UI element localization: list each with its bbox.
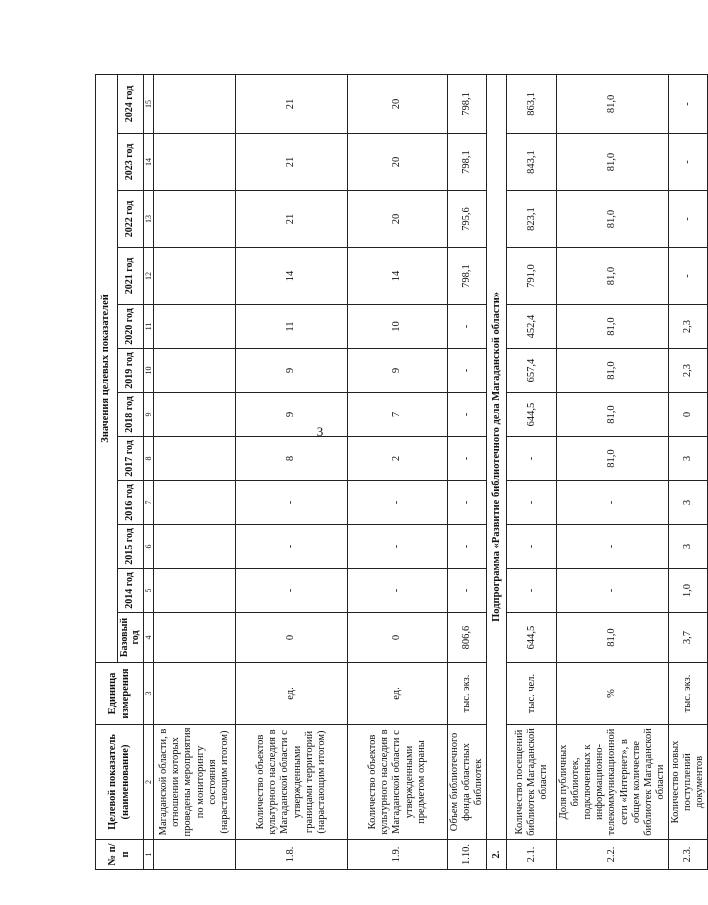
value-cell: 843,1 bbox=[507, 134, 557, 191]
unit-cell: тыс. чел. bbox=[507, 663, 557, 725]
indicator-name: Количество объектов культурного наследия в Магаданской области с утвержденными предметом охраны bbox=[348, 725, 448, 840]
unit-cell: тыс. экз. bbox=[668, 663, 707, 725]
value-cell: 3 bbox=[668, 481, 707, 525]
indicator-name: Доля публичных библиотек, подключенных к информационно-телекоммуникационной сети «Интернет», в общем количестве библиотек Магаданской области bbox=[557, 725, 669, 840]
value-cell: - bbox=[668, 248, 707, 305]
value-cell: 0 bbox=[236, 613, 348, 663]
value-cell: 798,1 bbox=[448, 74, 487, 133]
table-row bbox=[236, 74, 348, 869]
col-number: 15 bbox=[144, 74, 154, 133]
table-row bbox=[668, 74, 707, 869]
values-header: Значения целевых показателей bbox=[96, 74, 118, 662]
table-row bbox=[348, 74, 448, 869]
page-number: 3 bbox=[316, 424, 324, 439]
value-cell: - bbox=[507, 569, 557, 613]
unit-cell: % bbox=[557, 663, 669, 725]
table-row bbox=[154, 74, 236, 869]
col-number: 7 bbox=[144, 481, 154, 525]
row-number bbox=[154, 840, 236, 870]
value-cell: - bbox=[448, 393, 487, 437]
value-cell: 20 bbox=[348, 74, 448, 133]
col-number: 13 bbox=[144, 191, 154, 248]
year-header: 2021 год bbox=[118, 248, 144, 305]
col-unit-header: Единица измерения bbox=[96, 663, 144, 725]
value-cell: - bbox=[557, 525, 669, 569]
value-cell: 9 bbox=[236, 393, 348, 437]
year-header: 2022 год bbox=[118, 191, 144, 248]
value-cell: 806,6 bbox=[448, 613, 487, 663]
row-number: 1.8. bbox=[236, 840, 348, 870]
value-cell: 863,1 bbox=[507, 74, 557, 133]
row-number: 2.2. bbox=[557, 840, 669, 870]
indicator-name: Количество объектов культурного наследия в Магаданской области с утвержденными границами территорий (нарастающим итогом) bbox=[236, 725, 348, 840]
col-number: 3 bbox=[144, 663, 154, 725]
value-cell: - bbox=[448, 305, 487, 349]
value-cell: - bbox=[236, 481, 348, 525]
value-cell: 20 bbox=[348, 191, 448, 248]
value-cell: 0 bbox=[668, 393, 707, 437]
subprogram-title: Подпрограмма «Развитие библиотечного дела Магаданской области» bbox=[487, 74, 507, 839]
indicator-name: Количество новых поступлений документов bbox=[668, 725, 707, 840]
value-cell: - bbox=[448, 481, 487, 525]
value-cell: 81,0 bbox=[557, 393, 669, 437]
value-cell: - bbox=[348, 525, 448, 569]
value-cell: 823,1 bbox=[507, 191, 557, 248]
value-cell: 795,6 bbox=[448, 191, 487, 248]
value-cell: - bbox=[236, 569, 348, 613]
value-cell: 7 bbox=[348, 393, 448, 437]
value-cell: 1,0 bbox=[668, 569, 707, 613]
row-number: 2.3. bbox=[668, 840, 707, 870]
col-number: 6 bbox=[144, 525, 154, 569]
value-cell bbox=[154, 393, 236, 437]
value-cell: - bbox=[448, 437, 487, 481]
col-number: 12 bbox=[144, 248, 154, 305]
value-cell bbox=[154, 74, 236, 133]
year-header: 2015 год bbox=[118, 525, 144, 569]
value-cell: 798,1 bbox=[448, 134, 487, 191]
value-cell: - bbox=[507, 481, 557, 525]
value-cell: - bbox=[448, 569, 487, 613]
col-number: 11 bbox=[144, 305, 154, 349]
value-cell: - bbox=[507, 437, 557, 481]
value-cell: 657,4 bbox=[507, 349, 557, 393]
value-cell: 81,0 bbox=[557, 305, 669, 349]
value-cell: 2 bbox=[348, 437, 448, 481]
rotated-table-container bbox=[95, 75, 705, 870]
value-cell: 81,0 bbox=[557, 349, 669, 393]
col-number: 14 bbox=[144, 134, 154, 191]
value-cell bbox=[154, 305, 236, 349]
value-cell: 21 bbox=[236, 74, 348, 133]
unit-cell bbox=[154, 663, 236, 725]
base-year-header: Базовый год bbox=[118, 613, 144, 663]
year-header: 2024 год bbox=[118, 74, 144, 133]
value-cell bbox=[154, 613, 236, 663]
year-header: 2017 год bbox=[118, 437, 144, 481]
value-cell: 9 bbox=[348, 349, 448, 393]
value-cell bbox=[154, 525, 236, 569]
year-header: 2023 год bbox=[118, 134, 144, 191]
row-number: 1.10. bbox=[448, 840, 487, 870]
table-row bbox=[557, 74, 669, 869]
row-number: 1.9. bbox=[348, 840, 448, 870]
value-cell: - bbox=[448, 349, 487, 393]
col-number: 8 bbox=[144, 437, 154, 481]
value-cell: - bbox=[348, 481, 448, 525]
value-cell: 452,4 bbox=[507, 305, 557, 349]
col-number: 2 bbox=[144, 725, 154, 840]
value-cell: 2,3 bbox=[668, 305, 707, 349]
unit-cell: тыс. экз. bbox=[448, 663, 487, 725]
subprogram-number: 2. bbox=[487, 840, 507, 870]
row-number: 2.1. bbox=[507, 840, 557, 870]
value-cell: 81,0 bbox=[557, 613, 669, 663]
value-cell bbox=[154, 437, 236, 481]
table-row bbox=[448, 74, 487, 869]
value-cell: 14 bbox=[236, 248, 348, 305]
year-header: 2019 год bbox=[118, 349, 144, 393]
value-cell: 10 bbox=[348, 305, 448, 349]
col-number: 4 bbox=[144, 613, 154, 663]
table-row bbox=[507, 74, 557, 869]
value-cell: 81,0 bbox=[557, 437, 669, 481]
value-cell: 3 bbox=[668, 437, 707, 481]
year-header: 2016 год bbox=[118, 481, 144, 525]
target-indicators-table bbox=[95, 74, 708, 870]
value-cell: 644,5 bbox=[507, 613, 557, 663]
value-cell: 8 bbox=[236, 437, 348, 481]
value-cell bbox=[154, 481, 236, 525]
value-cell: - bbox=[236, 525, 348, 569]
value-cell: 0 bbox=[348, 613, 448, 663]
value-cell: 81,0 bbox=[557, 248, 669, 305]
year-header: 2014 год bbox=[118, 569, 144, 613]
value-cell bbox=[154, 134, 236, 191]
indicator-name: Магаданской области, в отношении которых проведены мероприятия по мониторингу состояния (нарастающим итогом) bbox=[154, 725, 236, 840]
col-number: 9 bbox=[144, 393, 154, 437]
col-number: 1 bbox=[144, 840, 154, 870]
value-cell: - bbox=[507, 525, 557, 569]
col-no-header: № п/п bbox=[96, 840, 144, 870]
value-cell bbox=[154, 569, 236, 613]
value-cell bbox=[154, 349, 236, 393]
value-cell: 81,0 bbox=[557, 134, 669, 191]
value-cell: 21 bbox=[236, 191, 348, 248]
indicator-name: Количество посещений библиотек Магаданской области bbox=[507, 725, 557, 840]
value-cell: 2,3 bbox=[668, 349, 707, 393]
value-cell: 81,0 bbox=[557, 74, 669, 133]
col-number: 5 bbox=[144, 569, 154, 613]
value-cell: 791,0 bbox=[507, 248, 557, 305]
value-cell: - bbox=[668, 191, 707, 248]
col-number: 10 bbox=[144, 349, 154, 393]
col-indicator-header: Целевой показатель (наименование) bbox=[96, 725, 144, 840]
value-cell: 14 bbox=[348, 248, 448, 305]
indicator-name: Объем библиотечного фонда областных библиотек bbox=[448, 725, 487, 840]
value-cell: - bbox=[668, 74, 707, 133]
year-header: 2018 год bbox=[118, 393, 144, 437]
value-cell: - bbox=[448, 525, 487, 569]
value-cell: 21 bbox=[236, 134, 348, 191]
value-cell: 644,5 bbox=[507, 393, 557, 437]
unit-cell: ед. bbox=[236, 663, 348, 725]
unit-cell: ед. bbox=[348, 663, 448, 725]
value-cell bbox=[154, 248, 236, 305]
value-cell: 20 bbox=[348, 134, 448, 191]
value-cell bbox=[154, 191, 236, 248]
value-cell: - bbox=[557, 569, 669, 613]
value-cell: 81,0 bbox=[557, 191, 669, 248]
value-cell: 798,1 bbox=[448, 248, 487, 305]
value-cell: - bbox=[668, 134, 707, 191]
value-cell: 3 bbox=[668, 525, 707, 569]
value-cell: 3,7 bbox=[668, 613, 707, 663]
value-cell: - bbox=[348, 569, 448, 613]
value-cell: 9 bbox=[236, 349, 348, 393]
value-cell: 11 bbox=[236, 305, 348, 349]
value-cell: - bbox=[557, 481, 669, 525]
year-header: 2020 год bbox=[118, 305, 144, 349]
